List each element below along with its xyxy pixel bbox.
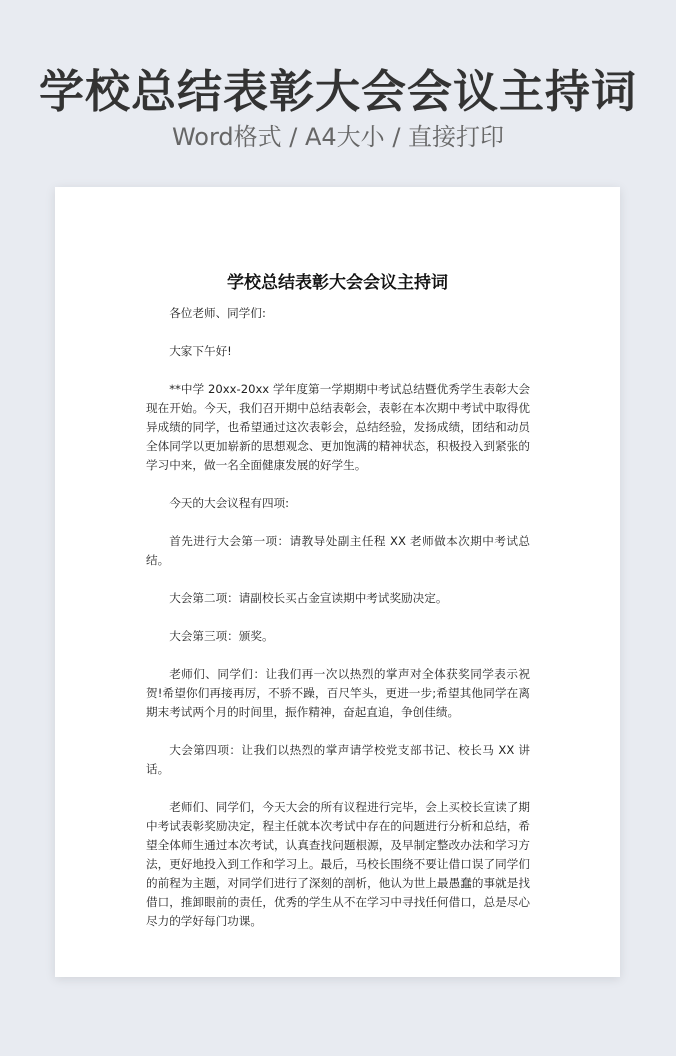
congratulation-paragraph: 老师们、同学们：让我们再一次以热烈的掌声对全体获奖同学表示祝贺!希望你们再接再厉，不骄不躁，百尺竿头，更进一步;希望其他同学在离期末考试两个月的时间里，振作精神，奋起直追，争创佳绩。 <box>146 667 530 719</box>
agenda-item-4: 大会第四项：让我们以热烈的掌声请学校党支部书记、校长马 XX 讲话。 <box>146 743 530 776</box>
document-body <box>146 304 530 950</box>
agenda-item-1: 首先进行大会第一项：请教导处副主任程 XX 老师做本次期中考试总结。 <box>146 534 530 567</box>
greeting: 大家下午好! <box>169 344 232 358</box>
opening-paragraph: **中学 20xx-20xx 学年度第一学期期中考试总结暨优秀学生表彰大会现在开始。今天，我们召开期中总结表彰会，表彰在本次期中考试中取得优异成绩的同学，也希望通过这次表彰会，总结经验，发扬成绩，团结和动员全体同学以更加崭新的思想观念、更加饱满的精神状态，积极投入到紧张的学习中来，做一名全面健康发展的好学生。 <box>146 382 530 472</box>
agenda-intro: 今天的大会议程有四项: <box>169 496 290 510</box>
agenda-item-2: 大会第二项：请副校长买占金宣读期中考试奖励决定。 <box>169 591 448 605</box>
salutation: 各位老师、同学们: <box>169 306 266 320</box>
closing-paragraph: 老师们、同学们，今天大会的所有议程进行完毕，会上买校长宣读了期中考试表彰奖励决定，程主任就本次考试中存在的问题进行分析和总结，希望全体师生通过本次考试，认真查找问题根源，及早制定整改办法和学习方法，更好地投入到工作和学习上。最后，马校长围绕不要让借口误了同学们的前程为主题，对同学们进行了深刻的剖析，他认为世上最愚蠢的事就是找借口，推卸眼前的责任，优秀的学生从不在学习中寻找任何借口，总是尽心尽力的学好每门功课。 <box>146 800 530 928</box>
document-title: 学校总结表彰大会会议主持词 <box>227 273 448 293</box>
banner-title: 学校总结表彰大会会议主持词 <box>38 65 637 118</box>
document-page <box>55 187 620 977</box>
banner-subtitle: Word格式 / A4大小 / 直接打印 <box>171 123 505 151</box>
agenda-item-3: 大会第三项：颁奖。 <box>169 629 274 643</box>
